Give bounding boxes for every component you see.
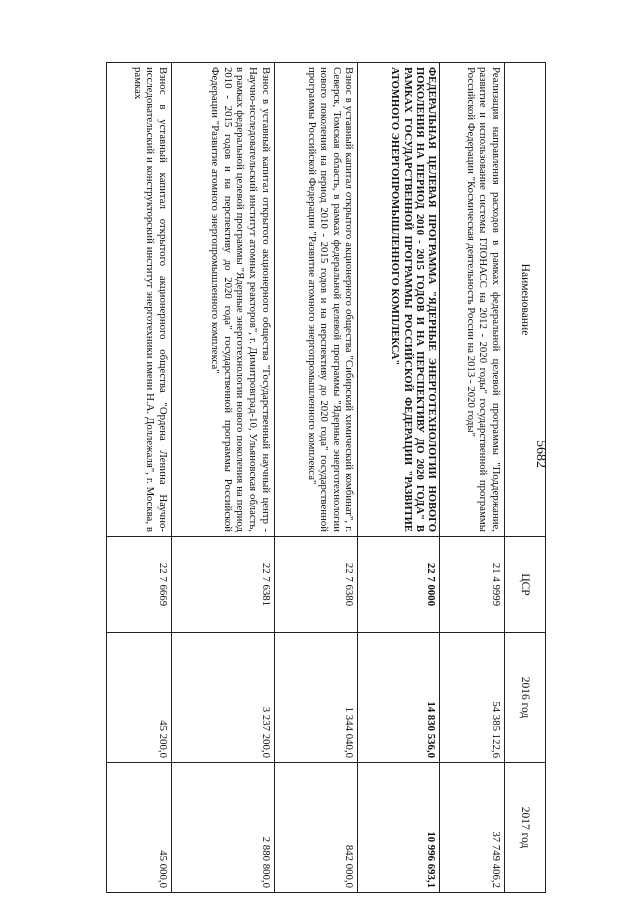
row-value-2017: 10 996 693,1: [358, 763, 440, 893]
row-value-2016: 3 237 200,0: [171, 633, 274, 763]
row-value-2016: 1 344 040,0: [274, 633, 358, 763]
header-name: Наименование: [505, 63, 546, 537]
row-name: ФЕДЕРАЛЬНАЯ ЦЕЛЕВАЯ ПРОГРАММА "ЯДЕРНЫЕ ЭНЕРГОТЕХНОЛОГИИ НОВОГО ПОКОЛЕНИЯ НА ПЕРИОД 2010 - 2015 ГОДОВ И НА ПЕРСПЕКТИВУ ДО 2020 ГОДА" В РАМКАХ ГОСУДАРСТВЕННОЙ ПРОГРАММЫ РОССИЙСКОЙ ФЕДЕРАЦИИ "РАЗВИТИЕ АТОМНОГО ЭНЕРГОПРОМЫШЛЕННОГО КОМПЛЕКСА": [358, 63, 440, 537]
header-2016: 2016 год: [505, 633, 546, 763]
header-2017: 2017 год: [505, 763, 546, 893]
table-row: [440, 63, 505, 893]
row-code: 22 7 6381: [171, 537, 274, 633]
table-row: [107, 63, 172, 893]
row-name: Взнос в уставный капитал открытого акционерного общества "Ордена Ленина Научно-исследовательский и конструкторский институт энерготехники имени Н.А. Доллежаля", г. Москва, в рамках: [107, 63, 172, 537]
page-number: 5682: [533, 440, 548, 468]
budget-table: [106, 62, 546, 893]
row-value-2016: 14 830 536,0: [358, 633, 440, 763]
row-name: Взнос в уставный капитал открытого акционерного общества "Сибирский химический комбинат", г. Северск, Томская область, в рамках федеральной целевой программы "Ядерные энерготехнологии нового поколения на период 2010 - 2015 годов и на перспективу до 2020 года" государственной программы Российской Федерации "Развитие атомного энергопромышленного комплекса": [274, 63, 358, 537]
rotated-table-wrapper: [106, 62, 546, 892]
row-value-2016: 54 385 122,6: [440, 633, 505, 763]
header-code: ЦСР: [505, 537, 546, 633]
row-code: 22 7 6380: [274, 537, 358, 633]
row-name: Взнос в уставный капитал открытого акционерного общества "Государственный научный центр - Научно-исследовательский институт атомных реакторов", г. Димитровград-10, Ульяновская область, в рамках федеральной целевой программы "Ядерные энерготехнологии нового поколения на период 2010 - 2015 годов и на перспективу до 2020 года" государственной программы Российской Федерации "Развитие атомного энергопромышленного комплекса": [171, 63, 274, 537]
row-code: 22 7 6669: [107, 537, 172, 633]
row-value-2017: 45 000,0: [107, 763, 172, 893]
row-value-2017: 2 880 800,0: [171, 763, 274, 893]
table-row: [171, 63, 274, 893]
row-value-2017: 842 000,0: [274, 763, 358, 893]
table-row: [274, 63, 358, 893]
row-value-2017: 37 749 406,2: [440, 763, 505, 893]
row-value-2016: 45 200,0: [107, 633, 172, 763]
row-code: 21 4 9999: [440, 537, 505, 633]
table-row-program: [358, 63, 440, 893]
row-code: 22 7 0000: [358, 537, 440, 633]
table-header-row: [505, 63, 546, 893]
row-name: Реализация направления расходов в рамках федеральной целевой программы "Поддержание, развитие и использование системы ГЛОНАСС на 2012 - 2020 годы" государственной программы Российской Федерации "Космическая деятельность России на 2013 - 2020 годы": [440, 63, 505, 537]
